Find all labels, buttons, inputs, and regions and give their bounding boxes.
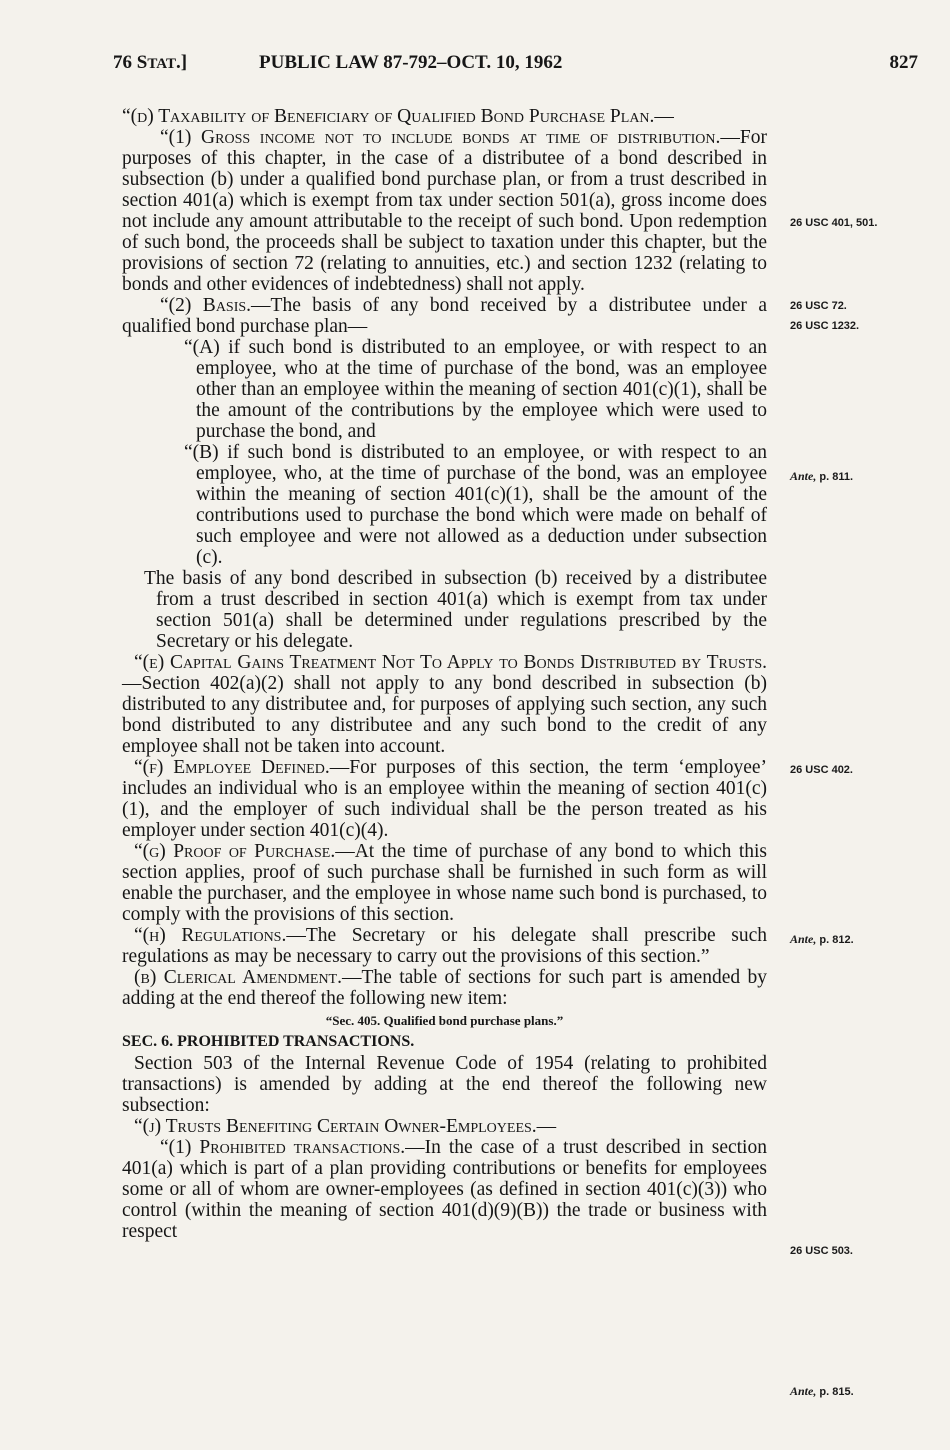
section-6-heading: SEC. 6. PROHIBITED TRANSACTIONS. xyxy=(122,1033,415,1050)
paragraph-j1-text: —In the case of a trust described in section 401(a) which is part of a plan providing contributions or benefits for employees some or all of whom are owner-employees (as defined in section 401(c)(3)) who control (within the meaning of section 401(d)(9)(B)) the trade or business with respect xyxy=(122,1137,767,1242)
paragraph-d2 xyxy=(122,295,767,337)
paragraph-d1-text: —For purposes of this chapter, in the case of a distributee of a bond described in subsection (b) under a qualified bond purchase plan, or from a trust described in section 401(a) which is exempt from tax under section 501(a), gross income does not include any amount attributable to the receipt of such bond. Upon redemption of such bond, the proceeds shall be subject to taxation under this chapter, but the provisions of section 72 (relating to annuities, etc.) and section 1232 (relating to bonds and other evidences of indebtedness) shall not apply. xyxy=(122,127,767,295)
subsection-h xyxy=(122,925,767,967)
new-section-item: “Sec. 405. Qualified bond purchase plans.” xyxy=(325,1013,564,1028)
subsection-g-text: —At the time of purchase of any bond to which this section applies, proof of such purchase shall be furnished in such form as will enable the purchaser, and the employee in whose name such bond is purchased, to comply with the provisions of this section. xyxy=(122,841,767,925)
margin-note-ante-812: Ante, p. 812. xyxy=(790,932,854,946)
subsection-f-text: —For purposes of this section, the term ‘employee’ includes an individual who is an employee within the meaning of section 401(c)(1), and the employer of such individual shall be the person treated as his employer under section 401(c)(4). xyxy=(122,757,767,841)
basis-paragraph: The basis of any bond described in subsection (b) received by a distributee from a trust described in section 401(a) which is exempt from tax under section 501(a) shall be determined under regulations prescribed by the Secretary or his delegate. xyxy=(144,568,767,652)
page-number: 827 xyxy=(889,52,918,73)
subparagraph-A: “(A) if such bond is distributed to an employee, or with respect to an employee, who at the time of purchase of the bond, was an employee other than an employee within the meaning of section 401(c)(1), shall be the amount of the contributions by the employee which were used to purchase the bond, and xyxy=(184,337,767,442)
margin-note-1232: 26 USC 1232. xyxy=(790,320,860,332)
margin-note-402: 26 USC 402. xyxy=(790,764,853,776)
subsection-f xyxy=(122,757,767,841)
paragraph-d2-text: —The basis of any bond received by a distributee under a qualified bond purchase plan— xyxy=(122,295,767,337)
margin-note-401-501: 26 USC 401, 501. xyxy=(790,217,878,229)
statute-text xyxy=(122,106,767,1242)
clerical-amendment xyxy=(122,967,767,1009)
subparagraph-B: “(B) if such bond is distributed to an employee, or with respect to an employee, who, at the time of purchase of the bond, was an employee within the meaning of section 401(c)(1), shall be the amount of the contributions used to purchase the bond which were made on behalf of such employee and were not allowed as a deduction under subsection (c). xyxy=(184,442,767,568)
subsection-e-text: —Section 402(a)(2) shall not apply to any bond described in subsection (b) distributed to any distributee and, for purposes of applying such section, any such bond distributed to any distributee and any such bond to the credit of any employee shall not be taken into account. xyxy=(122,673,767,757)
subsection-h-lead: “(h) Regulations. xyxy=(134,925,287,946)
margin-note-72: 26 USC 72. xyxy=(790,300,847,312)
paragraph-j1 xyxy=(122,1137,767,1242)
paragraph-d2-lead: “(2) Basis. xyxy=(160,295,252,316)
subsection-f-lead: “(f) Employee Defined. xyxy=(134,757,330,778)
running-header xyxy=(113,52,918,82)
paragraph-d1-lead: “(1) Gross income not to include bonds at time of distribution. xyxy=(160,127,721,148)
paragraph-d1 xyxy=(122,127,767,295)
subsection-e-lead: “(e) Capital Gains Treatment Not To Apply to Bonds Distributed by Trusts. xyxy=(134,652,767,673)
section-503-paragraph: Section 503 of the Internal Revenue Code of 1954 (relating to prohibited transactions) is amended by adding at the end thereof the following new subsection: xyxy=(122,1053,767,1116)
clerical-amendment-lead: (b) Clerical Amendment. xyxy=(134,967,342,988)
law-title: PUBLIC LAW 87-792–OCT. 10, 1962 xyxy=(259,52,563,73)
subsection-g xyxy=(122,841,767,925)
subsection-g-lead: “(g) Proof of Purchase. xyxy=(134,841,336,862)
volume-citation: 76 STAT.] xyxy=(113,52,188,73)
margin-note-ante-811: Ante, p. 811. xyxy=(790,469,854,483)
margin-note-503: 26 USC 503. xyxy=(790,1245,853,1257)
clerical-amendment-text: —The table of sections for such part is amended by adding at the end thereof the following new item: xyxy=(122,967,768,1009)
subsection-h-text: —The Secretary or his delegate shall prescribe such regulations as may be necessary to carry out the provisions of this section.” xyxy=(122,925,767,967)
margin-note-ante-815: Ante, p. 815. xyxy=(790,1384,854,1398)
subsection-d-heading: “(d) Taxability of Beneficiary of Qualified Bond Purchase Plan.— xyxy=(122,106,674,127)
subsection-e xyxy=(122,652,767,757)
paragraph-j1-lead: “(1) Prohibited transactions. xyxy=(160,1137,406,1158)
subsection-j-heading: “(j) Trusts Benefiting Certain Owner-Employees.— xyxy=(134,1116,557,1137)
